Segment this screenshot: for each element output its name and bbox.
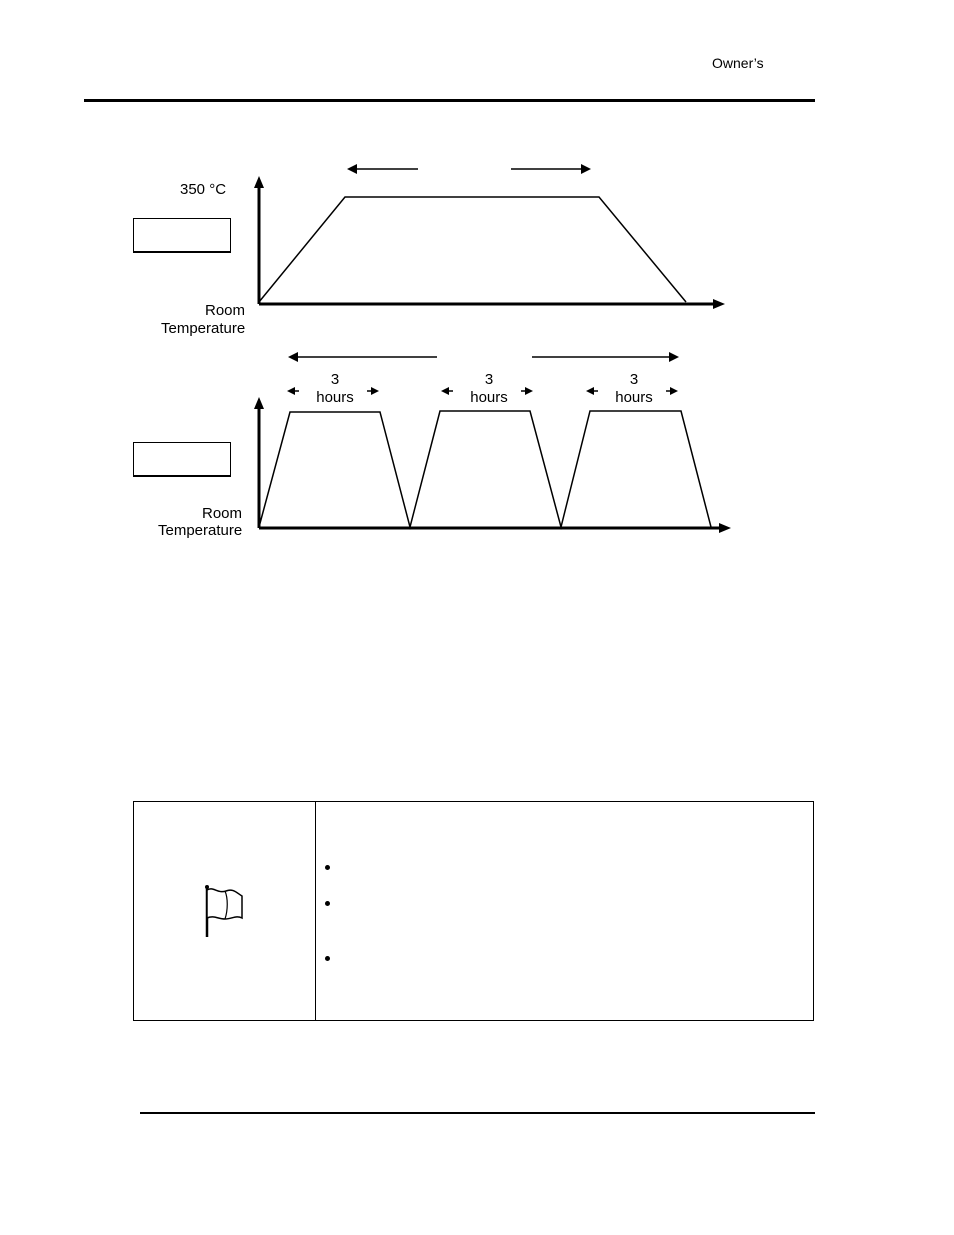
bottom-y-axis-arrowhead xyxy=(254,397,264,409)
flag-icon xyxy=(202,884,250,940)
note-bullet-2 xyxy=(324,900,332,908)
single-cycle-diagram xyxy=(254,164,725,309)
segment-1-arrowhead-right xyxy=(371,387,379,395)
multi-cycle-temperature-profile xyxy=(259,411,711,527)
segment-2-value: 3 xyxy=(484,371,494,388)
segment-3-value: 3 xyxy=(629,371,639,388)
bottom-base-temperature-label-line-1: Room xyxy=(201,505,242,522)
top-hold-arrowhead-right xyxy=(581,164,591,174)
top-base-temperature-label-line-1: Room xyxy=(204,302,245,319)
segment-2-arrowhead-right xyxy=(525,387,533,395)
temperature-diagrams xyxy=(0,0,954,600)
note-bullet-3 xyxy=(324,955,332,963)
top-y-axis-arrowhead xyxy=(254,176,264,188)
top-max-temperature-label: 350 °C xyxy=(180,181,227,198)
segment-3-arrowhead-left xyxy=(586,387,594,395)
top-hold-arrowhead-left xyxy=(347,164,357,174)
note-table xyxy=(133,801,814,1021)
bottom-blank-label-box xyxy=(133,442,231,477)
segment-3-arrowhead-right xyxy=(670,387,678,395)
segment-1-unit: hours xyxy=(316,389,354,406)
top-x-axis-arrowhead xyxy=(713,299,725,309)
note-icon-cell xyxy=(134,802,316,1020)
temperature-profile-svg xyxy=(0,0,954,600)
segment-3-unit: hours xyxy=(615,389,653,406)
bottom-x-axis-arrowhead xyxy=(719,523,731,533)
segment-1-value: 3 xyxy=(330,371,340,388)
top-blank-label-box xyxy=(133,218,231,253)
footer-rule xyxy=(140,1112,815,1114)
bottom-range-arrowhead-left xyxy=(288,352,298,362)
segment-2-arrowhead-left xyxy=(441,387,449,395)
segment-2-unit: hours xyxy=(470,389,508,406)
single-cycle-temperature-profile xyxy=(259,197,686,302)
top-base-temperature-label-line-2: Temperature xyxy=(161,320,246,337)
bottom-range-arrowhead-right xyxy=(669,352,679,362)
segment-1-arrowhead-left xyxy=(287,387,295,395)
header-title: Owner’s xyxy=(712,55,764,71)
bottom-base-temperature-label-line-2: Temperature xyxy=(158,522,243,539)
note-bullet-1 xyxy=(324,864,332,872)
note-content-cell xyxy=(316,802,813,1020)
